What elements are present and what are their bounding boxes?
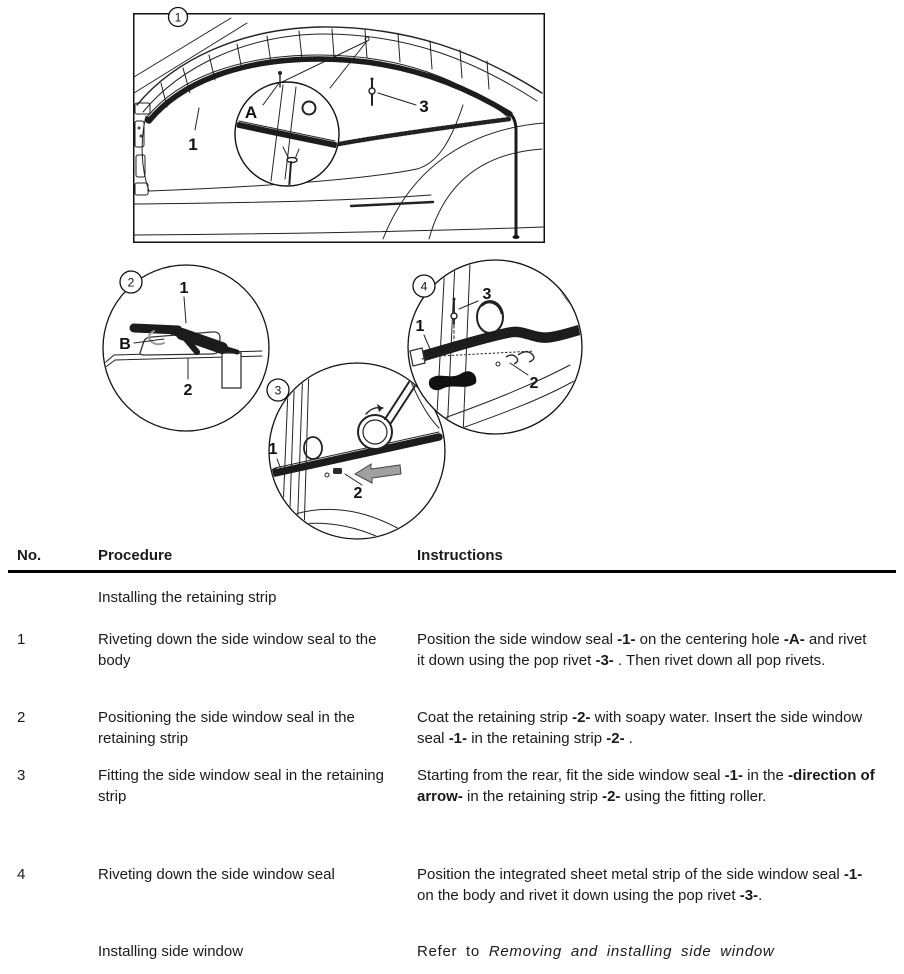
figure-3-badge xyxy=(267,379,289,401)
svg-text:B: B xyxy=(119,336,131,353)
svg-text:1: 1 xyxy=(179,280,189,297)
figure-2-badge xyxy=(120,271,142,293)
procedure-cell: Installing the retaining strip xyxy=(98,589,277,606)
svg-text:2: 2 xyxy=(183,382,193,399)
svg-text:1: 1 xyxy=(415,318,425,335)
svg-text:3: 3 xyxy=(482,286,492,303)
figure-1-badge xyxy=(169,8,188,27)
svg-text:1: 1 xyxy=(268,441,278,458)
row-number: 2 xyxy=(17,709,26,726)
row-number: 1 xyxy=(17,631,26,648)
svg-text:2: 2 xyxy=(127,275,135,290)
figure-1-overview xyxy=(133,10,545,243)
svg-text:2: 2 xyxy=(529,375,539,392)
procedure-cell: Riveting down the side window seal to the body xyxy=(98,631,377,669)
svg-text:1: 1 xyxy=(174,10,182,25)
instructions-cell: Position the side window seal -1- on the centering hole -A- and rivet it down using the pop rivet -3- . Then rivet down all pop rivets. xyxy=(417,631,867,669)
procedure-cell: Fitting the side window seal in the retaining strip xyxy=(98,767,384,805)
svg-text:4: 4 xyxy=(420,279,428,294)
row-number: 4 xyxy=(17,866,26,883)
column-header-procedure: Procedure xyxy=(98,547,173,564)
figure-2-cross-section xyxy=(98,259,274,437)
figure-4-badge xyxy=(413,275,435,297)
procedure-cell: Installing side window xyxy=(98,943,244,960)
svg-text:3: 3 xyxy=(274,383,282,398)
svg-text:3: 3 xyxy=(419,97,429,116)
procedure-cell: Positioning the side window seal in the retaining strip xyxy=(98,709,355,747)
column-header-no: No. xyxy=(17,547,42,564)
instructions-cell: Coat the retaining strip -2- with soapy water. Insert the side window seal -1- in the retaining strip -2- . xyxy=(417,709,863,747)
instructions-cell: Refer to Removing and installing side window xyxy=(417,943,775,960)
procedure-cell: Riveting down the side window seal xyxy=(98,866,335,883)
figure-4-riveting xyxy=(406,259,584,437)
instructions-cell: Position the integrated sheet metal strip of the side window seal -1- on the body and rivet it down using the pop rivet -3-. xyxy=(417,866,863,904)
svg-text:1: 1 xyxy=(188,135,198,154)
column-header-instructions: Instructions xyxy=(417,547,503,564)
svg-text:2: 2 xyxy=(353,485,363,502)
table-header-row xyxy=(0,547,904,569)
header-rule xyxy=(8,570,896,573)
callout-hole-A: A xyxy=(244,103,258,122)
instructions-cell: Starting from the rear, fit the side window seal -1- in the -direction of arrow- in the retaining strip -2- using the fitting roller. xyxy=(417,767,875,805)
row-number: 3 xyxy=(17,767,26,784)
